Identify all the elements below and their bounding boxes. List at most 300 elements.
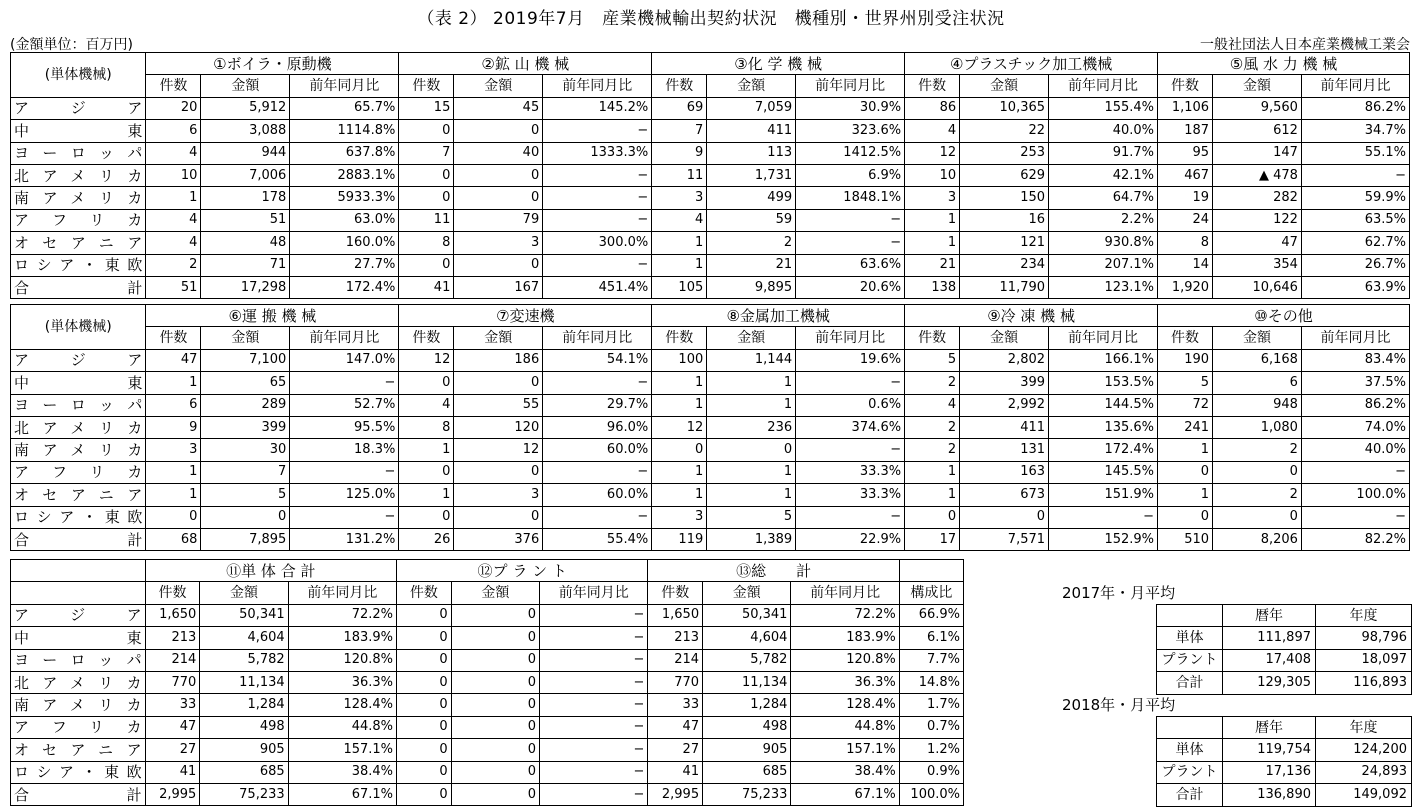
table-cell: 33 xyxy=(145,694,200,716)
table-cell: 100 xyxy=(652,349,707,371)
region-label: アフリカ xyxy=(11,461,146,483)
table-cell: 770 xyxy=(145,671,200,693)
table-cell: 63.0% xyxy=(290,209,399,231)
region-label: ア ジ ア xyxy=(11,97,146,119)
table-cell: 1 xyxy=(652,254,707,276)
table-cell: 145.5% xyxy=(1049,461,1158,483)
table-cell: 62.7% xyxy=(1301,232,1409,254)
table-row xyxy=(11,142,1410,164)
table-cell: 75,233 xyxy=(200,783,288,805)
column-header-amount: 金額 xyxy=(1213,75,1302,97)
table-cell: 1 xyxy=(399,439,454,461)
table-cell: 63.6% xyxy=(796,254,905,276)
table-cell: 10 xyxy=(146,164,201,186)
table-cell: 30 xyxy=(201,439,290,461)
table-cell: 72.2% xyxy=(288,604,396,626)
table-cell: 0 xyxy=(451,604,539,626)
table-cell: 1,731 xyxy=(707,164,796,186)
table-cell: 1 xyxy=(707,394,796,416)
table-cell: 52.7% xyxy=(290,394,399,416)
table-cell: − xyxy=(540,627,648,649)
table-cell: 0 xyxy=(397,649,452,671)
region-label: ヨーロッパ xyxy=(11,394,146,416)
table-cell: 50,341 xyxy=(200,604,288,626)
table-cell: 0 xyxy=(451,783,539,805)
table-cell: 1,389 xyxy=(707,528,796,550)
column-header-amount: 金額 xyxy=(1213,327,1302,349)
table-cell: 7.7% xyxy=(899,649,963,671)
table-cell: − xyxy=(543,209,652,231)
table-cell: 86 xyxy=(905,97,960,119)
table-cell: 66.9% xyxy=(899,604,963,626)
table-cell: 166.1% xyxy=(1049,349,1158,371)
column-header-yoy: 前年同月比 xyxy=(1049,327,1158,349)
table-cell: 1 xyxy=(905,209,960,231)
table-row xyxy=(11,209,1410,231)
table-cell: − xyxy=(543,461,652,483)
table-cell: 11 xyxy=(652,164,707,186)
table-cell: 145.2% xyxy=(543,97,652,119)
column-header-count: 件数 xyxy=(905,327,960,349)
table-cell: 451.4% xyxy=(543,276,652,298)
table-cell: − xyxy=(543,372,652,394)
table-cell: 629 xyxy=(960,164,1049,186)
table-cell: 4,604 xyxy=(200,627,288,649)
table-cell: 33 xyxy=(648,694,703,716)
table-cell: 0 xyxy=(399,254,454,276)
table-cell: 1 xyxy=(652,461,707,483)
column-header-amount: 金額 xyxy=(454,327,543,349)
column-header-count: 件数 xyxy=(399,327,454,349)
avg-value-calendar: 17,408 xyxy=(1223,649,1316,671)
table-cell: 128.4% xyxy=(791,694,899,716)
table-cell: 96.0% xyxy=(543,416,652,438)
column-header-yoy: 前年同月比 xyxy=(791,582,899,604)
table-cell: 637.8% xyxy=(290,142,399,164)
machine-group-header: ⑨冷 凍 機 械 xyxy=(905,305,1158,327)
table-cell: − xyxy=(540,739,648,761)
column-header-amount: 金額 xyxy=(707,75,796,97)
table-cell: 214 xyxy=(145,649,200,671)
table-row xyxy=(11,254,1410,276)
table-row xyxy=(11,232,1410,254)
table-cell: 2 xyxy=(146,254,201,276)
region-label: ア ジ ア xyxy=(11,349,146,371)
table-cell: 63.9% xyxy=(1301,276,1409,298)
table-cell: 0 xyxy=(960,506,1049,528)
table-cell: 16 xyxy=(960,209,1049,231)
table-cell: 1,284 xyxy=(703,694,791,716)
table-cell: 128.4% xyxy=(288,694,396,716)
table-cell: 8 xyxy=(399,232,454,254)
region-label: 南アメリカ xyxy=(11,439,146,461)
region-label: 南アメリカ xyxy=(11,694,146,716)
table-cell: 22.9% xyxy=(796,528,905,550)
table-cell: 0 xyxy=(1158,506,1213,528)
table-cell: 282 xyxy=(1213,187,1302,209)
table-cell: 38.4% xyxy=(791,761,899,783)
column-header-yoy: 前年同月比 xyxy=(290,75,399,97)
table-cell: 47 xyxy=(648,716,703,738)
table-cell: 1 xyxy=(652,372,707,394)
table-cell: 5,782 xyxy=(200,649,288,671)
table-cell: 36.3% xyxy=(288,671,396,693)
table-cell: 1 xyxy=(905,461,960,483)
table-cell: 4 xyxy=(146,142,201,164)
table-cell: 0 xyxy=(201,506,290,528)
table-cell: 905 xyxy=(703,739,791,761)
table-cell: 4 xyxy=(399,394,454,416)
avg-value-calendar: 111,897 xyxy=(1223,627,1316,649)
avg-value-fiscal: 18,097 xyxy=(1316,649,1412,671)
table-cell: 19.6% xyxy=(796,349,905,371)
table-row xyxy=(11,349,1410,371)
machine-group-header: ⑧金属加工機械 xyxy=(652,305,905,327)
table-cell: − xyxy=(543,164,652,186)
table-cell: − xyxy=(540,783,648,805)
machine-group-header: ⑬総 計 xyxy=(648,560,899,582)
table-cell: 1412.5% xyxy=(796,142,905,164)
table-cell: − xyxy=(543,120,652,142)
table-cell: 79 xyxy=(454,209,543,231)
column-header-amount: 金額 xyxy=(960,327,1049,349)
column-header-count: 件数 xyxy=(399,75,454,97)
table-cell: 4 xyxy=(652,209,707,231)
table-cell: 0 xyxy=(399,120,454,142)
table-cell: 1 xyxy=(652,394,707,416)
table-cell: − xyxy=(543,254,652,276)
table-cell: 1,080 xyxy=(1213,416,1302,438)
table-cell: 0 xyxy=(397,739,452,761)
avg-row xyxy=(1157,649,1412,671)
table-cell: 1 xyxy=(707,484,796,506)
table-cell: 178 xyxy=(201,187,290,209)
table-cell: 144.5% xyxy=(1049,394,1158,416)
table-cell: 67.1% xyxy=(791,783,899,805)
table-row xyxy=(11,97,1410,119)
table-cell: 34.7% xyxy=(1301,120,1409,142)
machine-group-header: ⑤風 水 力 機 械 xyxy=(1158,53,1410,75)
table-cell: 120.8% xyxy=(791,649,899,671)
table-cell: − xyxy=(1301,164,1409,186)
table-cell: 40.0% xyxy=(1049,120,1158,142)
table-cell: 300.0% xyxy=(543,232,652,254)
column-header-amount: 金額 xyxy=(200,582,288,604)
table-cell: 190 xyxy=(1158,349,1213,371)
table-cell: 120 xyxy=(454,416,543,438)
table-cell: 0 xyxy=(397,761,452,783)
table-cell: 6,168 xyxy=(1213,349,1302,371)
table-cell: 24 xyxy=(1158,209,1213,231)
table-cell: 183.9% xyxy=(288,627,396,649)
table-cell: 2 xyxy=(707,232,796,254)
avg-row-label: 単体 xyxy=(1157,739,1223,761)
region-label: 中 東 xyxy=(11,120,146,142)
table-cell: 163 xyxy=(960,461,1049,483)
table-cell: 0 xyxy=(905,506,960,528)
table-cell: 172.4% xyxy=(1049,439,1158,461)
table-cell: 131.2% xyxy=(290,528,399,550)
avg-value-fiscal: 149,092 xyxy=(1316,784,1412,806)
table-cell: 0.9% xyxy=(899,761,963,783)
table-cell: 6 xyxy=(1213,372,1302,394)
table-cell: 905 xyxy=(200,739,288,761)
table-cell: 253 xyxy=(960,142,1049,164)
avg-2017-title: 2017年・月平均 xyxy=(1062,584,1176,602)
table-cell: 12 xyxy=(454,439,543,461)
table-cell: 54.1% xyxy=(543,349,652,371)
table-cell: 1,650 xyxy=(145,604,200,626)
table-cell: 467 xyxy=(1158,164,1213,186)
region-label: ロシア・東欧 xyxy=(11,761,146,783)
table-cell: 411 xyxy=(707,120,796,142)
table-cell: 27.7% xyxy=(290,254,399,276)
table-cell: 374.6% xyxy=(796,416,905,438)
table-cell: − xyxy=(543,187,652,209)
table-cell: 5 xyxy=(905,349,960,371)
region-label: 中 東 xyxy=(11,372,146,394)
table-cell: 213 xyxy=(145,627,200,649)
column-header-amount: 金額 xyxy=(451,582,539,604)
region-label: 北アメリカ xyxy=(11,416,146,438)
table-cell: 11,134 xyxy=(200,671,288,693)
machine-group-header: ④プラスチック加工機械 xyxy=(905,53,1158,75)
table-row xyxy=(11,649,964,671)
column-header-yoy: 前年同月比 xyxy=(1301,327,1409,349)
row-header-corner xyxy=(11,560,146,582)
table-cell: 186 xyxy=(454,349,543,371)
column-header-row xyxy=(11,75,1410,97)
table-cell: 1 xyxy=(905,484,960,506)
table-cell: 1 xyxy=(146,484,201,506)
region-label: 南アメリカ xyxy=(11,187,146,209)
table-cell: 157.1% xyxy=(791,739,899,761)
table-cell: 2 xyxy=(1213,484,1302,506)
table-cell: 1.7% xyxy=(899,694,963,716)
table-cell: 0 xyxy=(451,716,539,738)
column-header-yoy: 前年同月比 xyxy=(543,327,652,349)
avg-corner xyxy=(1157,605,1223,627)
table-cell: − xyxy=(796,232,905,254)
region-label: 合 計 xyxy=(11,783,146,805)
table-cell: 3 xyxy=(652,506,707,528)
table-cell: 1.2% xyxy=(899,739,963,761)
table-cell: ▲ 478 xyxy=(1213,164,1302,186)
table-cell: 67.1% xyxy=(288,783,396,805)
avg-header-row xyxy=(1157,717,1412,739)
avg-value-calendar: 129,305 xyxy=(1223,672,1316,694)
table-cell: 3 xyxy=(454,232,543,254)
table-cell: 55 xyxy=(454,394,543,416)
table-row xyxy=(11,187,1410,209)
table-cell: 131 xyxy=(960,439,1049,461)
table-cell: 0 xyxy=(399,164,454,186)
table-cell: 685 xyxy=(703,761,791,783)
table-cell: 60.0% xyxy=(543,484,652,506)
machine-group-header: ②鉱 山 機 械 xyxy=(399,53,652,75)
table-cell: 59.9% xyxy=(1301,187,1409,209)
machinery-table-1 xyxy=(10,52,1410,299)
avg-value-calendar: 17,136 xyxy=(1223,761,1316,783)
table-cell: 11 xyxy=(399,209,454,231)
machine-group-header: ⑩その他 xyxy=(1158,305,1410,327)
table-row xyxy=(11,671,964,693)
table-cell: 1 xyxy=(399,484,454,506)
table-cell: 498 xyxy=(703,716,791,738)
table-cell: 0 xyxy=(1213,461,1302,483)
region-label: ア ジ ア xyxy=(11,604,146,626)
table-cell: 12 xyxy=(905,142,960,164)
table-cell: 7 xyxy=(399,142,454,164)
table-cell: 68 xyxy=(146,528,201,550)
table-cell: 64.7% xyxy=(1049,187,1158,209)
table-cell: 0 xyxy=(451,694,539,716)
region-label: ヨーロッパ xyxy=(11,649,146,671)
column-header-row xyxy=(11,582,964,604)
table-cell: 4 xyxy=(905,394,960,416)
table-cell: 4 xyxy=(146,209,201,231)
table-cell: 65.7% xyxy=(290,97,399,119)
table-cell: 236 xyxy=(707,416,796,438)
table-cell: 7,571 xyxy=(960,528,1049,550)
table-cell: 948 xyxy=(1213,394,1302,416)
table-cell: 5 xyxy=(1158,372,1213,394)
region-label: アフリカ xyxy=(11,716,146,738)
column-header-count: 件数 xyxy=(905,75,960,97)
region-label: ロシア・東欧 xyxy=(11,506,146,528)
table-cell: 5,912 xyxy=(201,97,290,119)
table-cell: 44.8% xyxy=(288,716,396,738)
table-cell: 1,650 xyxy=(648,604,703,626)
table-cell: − xyxy=(540,694,648,716)
table-cell: 234 xyxy=(960,254,1049,276)
machine-group-header: ⑦変速機 xyxy=(399,305,652,327)
avg-value-fiscal: 116,893 xyxy=(1316,672,1412,694)
avg-row-label: プラント xyxy=(1157,761,1223,783)
table-cell: 50,341 xyxy=(703,604,791,626)
row-header-corner-lower xyxy=(11,582,146,604)
table-cell: 47 xyxy=(145,716,200,738)
avg-row xyxy=(1157,672,1412,694)
table-cell: 55.4% xyxy=(543,528,652,550)
avg-value-fiscal: 98,796 xyxy=(1316,627,1412,649)
table-cell: 36.3% xyxy=(791,671,899,693)
column-header-count: 件数 xyxy=(652,327,707,349)
table-cell: 75,233 xyxy=(703,783,791,805)
table-cell: 498 xyxy=(200,716,288,738)
table-cell: 86.2% xyxy=(1301,394,1409,416)
table-row xyxy=(11,528,1410,550)
table-cell: 37.5% xyxy=(1301,372,1409,394)
table-cell: 55.1% xyxy=(1301,142,1409,164)
organization-name: 一般社団法人日本産業機械工業会 xyxy=(1200,37,1410,53)
table-row xyxy=(11,761,964,783)
table-cell: 7,100 xyxy=(201,349,290,371)
table-cell: 41 xyxy=(648,761,703,783)
table-row xyxy=(11,716,964,738)
region-label: 中 東 xyxy=(11,627,146,649)
table-cell: 354 xyxy=(1213,254,1302,276)
table-cell: 3 xyxy=(905,187,960,209)
avg-row-label: プラント xyxy=(1157,649,1223,671)
table-row xyxy=(11,416,1410,438)
column-header-yoy: 前年同月比 xyxy=(1301,75,1409,97)
avg-column-header: 年度 xyxy=(1316,605,1412,627)
table-cell: 17 xyxy=(905,528,960,550)
table-cell: 60.0% xyxy=(543,439,652,461)
column-header-share: 構成比 xyxy=(899,582,963,604)
table-cell: 0.7% xyxy=(899,716,963,738)
table-row xyxy=(11,627,964,649)
table-row xyxy=(11,164,1410,186)
table-cell: 187 xyxy=(1158,120,1213,142)
table-cell: 6.1% xyxy=(899,627,963,649)
table-row xyxy=(11,276,1410,298)
table-cell: 65 xyxy=(201,372,290,394)
row-header-corner: (単体機械) xyxy=(11,305,146,350)
table-row xyxy=(11,604,964,626)
table-cell: 510 xyxy=(1158,528,1213,550)
table-cell: 48 xyxy=(201,232,290,254)
table-cell: 113 xyxy=(707,142,796,164)
table-cell: 5,782 xyxy=(703,649,791,671)
table-cell: 399 xyxy=(201,416,290,438)
table-cell: 10,646 xyxy=(1213,276,1302,298)
table-cell: 0 xyxy=(451,627,539,649)
column-header-count: 件数 xyxy=(1158,75,1213,97)
region-label: オセアニア xyxy=(11,484,146,506)
table-cell: 0 xyxy=(397,671,452,693)
table-cell: 612 xyxy=(1213,120,1302,142)
table-cell: 7 xyxy=(652,120,707,142)
table-row xyxy=(11,694,964,716)
table-cell: 4 xyxy=(905,120,960,142)
avg-row xyxy=(1157,784,1412,806)
column-header-count: 件数 xyxy=(1158,327,1213,349)
table-cell: 0 xyxy=(454,372,543,394)
table-cell: 9 xyxy=(146,416,201,438)
table-cell: 2,992 xyxy=(960,394,1049,416)
table-cell: 0 xyxy=(454,164,543,186)
table-cell: 3 xyxy=(652,187,707,209)
table-cell: 2,995 xyxy=(145,783,200,805)
table-cell: − xyxy=(1049,506,1158,528)
region-label: ヨーロッパ xyxy=(11,142,146,164)
table-cell: 20.6% xyxy=(796,276,905,298)
table-row xyxy=(11,506,1410,528)
avg-header-row xyxy=(1157,605,1412,627)
table-row xyxy=(11,739,964,761)
avg-value-fiscal: 24,893 xyxy=(1316,761,1412,783)
table-cell: 160.0% xyxy=(290,232,399,254)
avg-2017-table xyxy=(1156,604,1412,695)
table-cell: 7,895 xyxy=(201,528,290,550)
table-cell: 0 xyxy=(707,439,796,461)
table-cell: 6 xyxy=(146,394,201,416)
table-cell: 0 xyxy=(397,783,452,805)
table-cell: 95 xyxy=(1158,142,1213,164)
table-cell: − xyxy=(543,506,652,528)
machine-group-header: ③化 学 機 械 xyxy=(652,53,905,75)
column-header-yoy: 前年同月比 xyxy=(796,327,905,349)
table-cell: 9 xyxy=(652,142,707,164)
region-label: オセアニア xyxy=(11,232,146,254)
table-cell: − xyxy=(290,461,399,483)
table-cell: 376 xyxy=(454,528,543,550)
table-cell: 3 xyxy=(146,439,201,461)
column-header-yoy: 前年同月比 xyxy=(290,327,399,349)
column-header-yoy: 前年同月比 xyxy=(540,582,648,604)
